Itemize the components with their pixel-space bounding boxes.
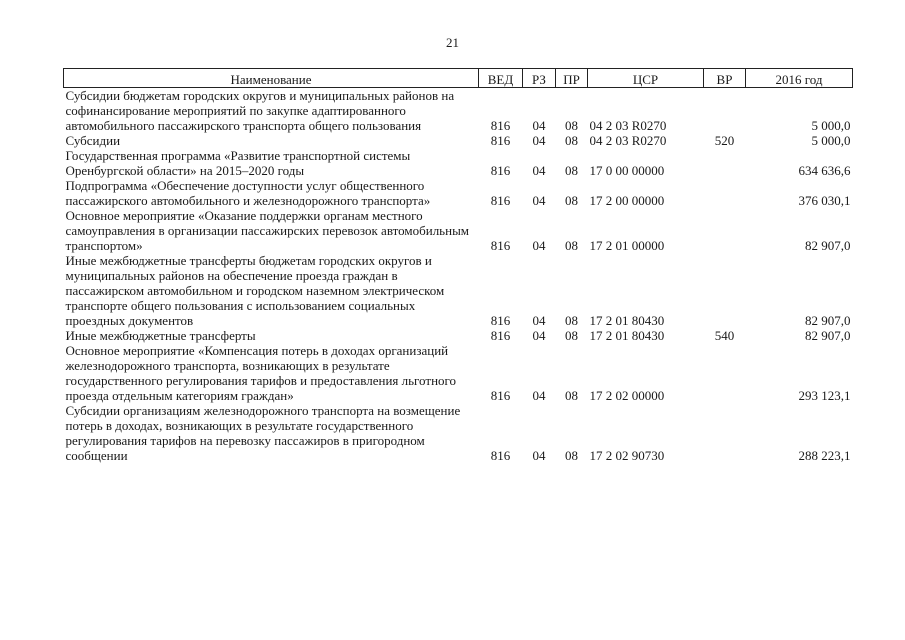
row-pr: 08 (565, 133, 578, 148)
row-name: Иные межбюджетные трансферты бюджетам городских округов и муниципальных районов на обеспечение проезда граждан в пассажирском автомобильном и городском наземном электрическом транспорте общего пользования с использованием социальных проездных документов (65, 253, 445, 328)
row-pr: 08 (565, 163, 578, 178)
row-amount: 82 907,0 (805, 313, 851, 328)
row-csr: 17 0 00 00000 (589, 163, 665, 178)
row-name: Подпрограмма «Обеспечение доступности услуг общественного пассажирского автомобильного и железнодорожного транспорта» (65, 178, 431, 208)
row-amount: 82 907,0 (805, 238, 851, 253)
row-ved: 816 (490, 313, 511, 328)
row-name: Государственная программа «Развитие транспортной системы Оренбургской области» на 2015–2020 годы (65, 148, 411, 178)
table-row (64, 343, 853, 403)
row-csr: 04 2 03 R0270 (589, 133, 667, 148)
row-csr: 17 2 02 90730 (589, 448, 665, 463)
row-pr: 08 (565, 388, 578, 403)
table-row (64, 178, 853, 208)
row-pr: 08 (565, 313, 578, 328)
row-rz: 04 (532, 328, 546, 343)
row-amount: 288 223,1 (798, 448, 851, 463)
row-rz: 04 (532, 388, 546, 403)
row-vr (704, 208, 746, 253)
row-ved: 816 (490, 238, 511, 253)
row-csr: 17 2 01 00000 (589, 238, 665, 253)
table-row (64, 133, 853, 148)
row-rz: 04 (532, 313, 546, 328)
row-vr (704, 88, 746, 134)
row-ved: 816 (490, 163, 511, 178)
row-amount: 376 030,1 (798, 193, 851, 208)
row-name: Субсидии (65, 133, 121, 148)
table-header-row (64, 69, 853, 88)
row-rz: 04 (532, 238, 546, 253)
row-amount: 5 000,0 (811, 133, 851, 148)
row-rz: 04 (532, 118, 546, 133)
column-header-rz: РЗ (523, 69, 556, 88)
row-ved: 816 (490, 133, 511, 148)
row-pr: 08 (565, 193, 578, 208)
row-csr: 04 2 03 R0270 (589, 118, 667, 133)
row-vr: 520 (714, 133, 735, 148)
row-pr: 08 (565, 448, 578, 463)
row-name: Основное мероприятие «Оказание поддержки органам местного самоуправления в организации пассажирских перевозок автомобильным транспортом» (65, 208, 470, 253)
table-row (64, 403, 853, 463)
row-amount: 5 000,0 (811, 118, 851, 133)
row-ved: 816 (490, 193, 511, 208)
row-amount: 82 907,0 (805, 328, 851, 343)
table-row (64, 328, 853, 343)
row-csr: 17 2 02 00000 (589, 388, 665, 403)
column-header-csr: ЦСР (588, 69, 704, 88)
row-csr: 17 2 01 80430 (589, 328, 665, 343)
row-amount: 634 636,6 (798, 163, 851, 178)
row-pr: 08 (565, 118, 578, 133)
row-rz: 04 (532, 133, 546, 148)
column-header-vr: ВР (704, 69, 746, 88)
row-pr: 08 (565, 238, 578, 253)
row-ved: 816 (490, 118, 511, 133)
row-ved: 816 (490, 388, 511, 403)
budget-table (63, 68, 853, 463)
row-csr: 17 2 01 80430 (589, 313, 665, 328)
row-amount: 293 123,1 (798, 388, 851, 403)
column-header-name: Наименование (64, 69, 479, 88)
row-csr: 17 2 00 00000 (589, 193, 665, 208)
row-rz: 04 (532, 163, 546, 178)
row-vr (704, 403, 746, 463)
row-name: Иные межбюджетные трансферты (65, 328, 256, 343)
row-vr (704, 178, 746, 208)
row-ved: 816 (490, 448, 511, 463)
row-vr (704, 148, 746, 178)
row-name: Основное мероприятие «Компенсация потерь в доходах организаций железнодорожного транспорта, возникающих в результате государственного регулирования тарифов и предоставления льготного проезда отдельным категориям граждан» (65, 343, 457, 403)
table-row (64, 88, 853, 134)
row-ved: 816 (490, 328, 511, 343)
row-name: Субсидии организациям железнодорожного транспорта на возмещение потерь в доходах, возникающих в результате государственного регулирования тарифов на перевозку пассажиров в пригородном сообщении (65, 403, 461, 463)
row-name: Субсидии бюджетам городских округов и муниципальных районов на софинансирование мероприятий по закупке адаптированного автомобильного пассажирского транспорта общего пользования (65, 88, 455, 133)
page-number: 21 (446, 35, 459, 50)
table-row (64, 253, 853, 328)
row-pr: 08 (565, 328, 578, 343)
table-row (64, 148, 853, 178)
column-header-ved: ВЕД (479, 69, 523, 88)
row-vr: 540 (714, 328, 735, 343)
table-row (64, 208, 853, 253)
column-header-pr: ПР (556, 69, 588, 88)
row-vr (704, 343, 746, 403)
row-rz: 04 (532, 448, 546, 463)
column-header-year: 2016 год (746, 69, 853, 88)
row-rz: 04 (532, 193, 546, 208)
row-vr (704, 253, 746, 328)
